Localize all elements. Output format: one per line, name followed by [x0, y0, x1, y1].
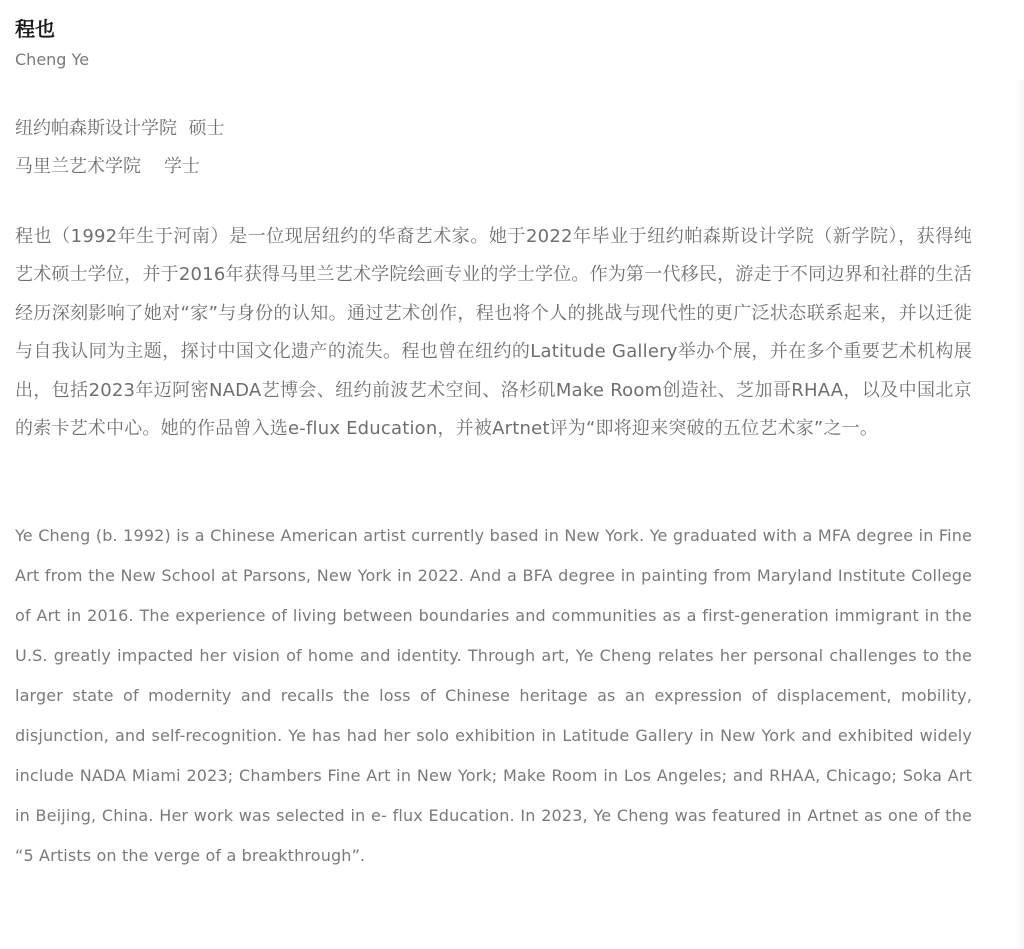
artist-name-english: Cheng Ye: [15, 50, 90, 69]
education-item-masters: 纽约帕森斯设计学院 硕士: [15, 118, 225, 139]
education-item-bachelors: 马里兰艺术学院 学士: [15, 156, 200, 177]
artist-name-chinese: 程也: [15, 17, 55, 41]
education-list: [15, 110, 224, 186]
bio-english: Ye Cheng (b. 1992) is a Chinese American artist currently based in New York. Ye graduated with a MFA degree in Fine Art from the New School at Parsons, New York in 2022. And a BFA degree in painting from Maryland Institute College of Art in 2016. The experience of living between boundaries and communities as a first-generation immigrant in the U.S. greatly impacted her vision of home and identity. Through art, Ye Cheng relates her personal challenges to the larger state of modernity and recalls the loss of Chinese heritage as an expression of displacement, mobility, disjunction, and self-recognition. Ye has had her solo exhibition in Latitude Gallery in New York and exhibited widely include NADA Miami 2023; Chambers Fine Art in New York; Make Room in Los Angeles; and RHAA, Chicago; Soka Art in Beijing, China. Her work was selected in e- flux Education. In 2023, Ye Cheng was featured in Artnet as one of the “5 Artists on the verge of a breakthrough”.: [15, 526, 972, 865]
bio-chinese: 程也（1992年生于河南）是一位现居纽约的华裔艺术家。她于2022年毕业于纽约帕森斯设计学院（新学院），获得纯艺术硕士学位，并于2016年获得马里兰艺术学院绘画专业的学士学位。作为第一代移民，游走于不同边界和社群的生活经历深刻影响了她对“家”与身份的认知。通过艺术创作，程也将个人的挑战与现代性的更广泛状态联系起来，并以迁徙与自我认同为主题，探讨中国文化遗产的流失。程也曾在纽约的Latitude Gallery举办个展，并在多个重要艺术机构展出，包括2023年迈阿密NADA艺博会、纽约前波艺术空间、洛杉矶Make Room创造社、芝加哥RHAA，以及中国北京的索卡艺术中心。她的作品曾入选e-flux Education，并被Artnet评为“即将迎来突破的五位艺术家”之一。: [15, 226, 972, 440]
page-edge-shadow: [1016, 80, 1024, 949]
